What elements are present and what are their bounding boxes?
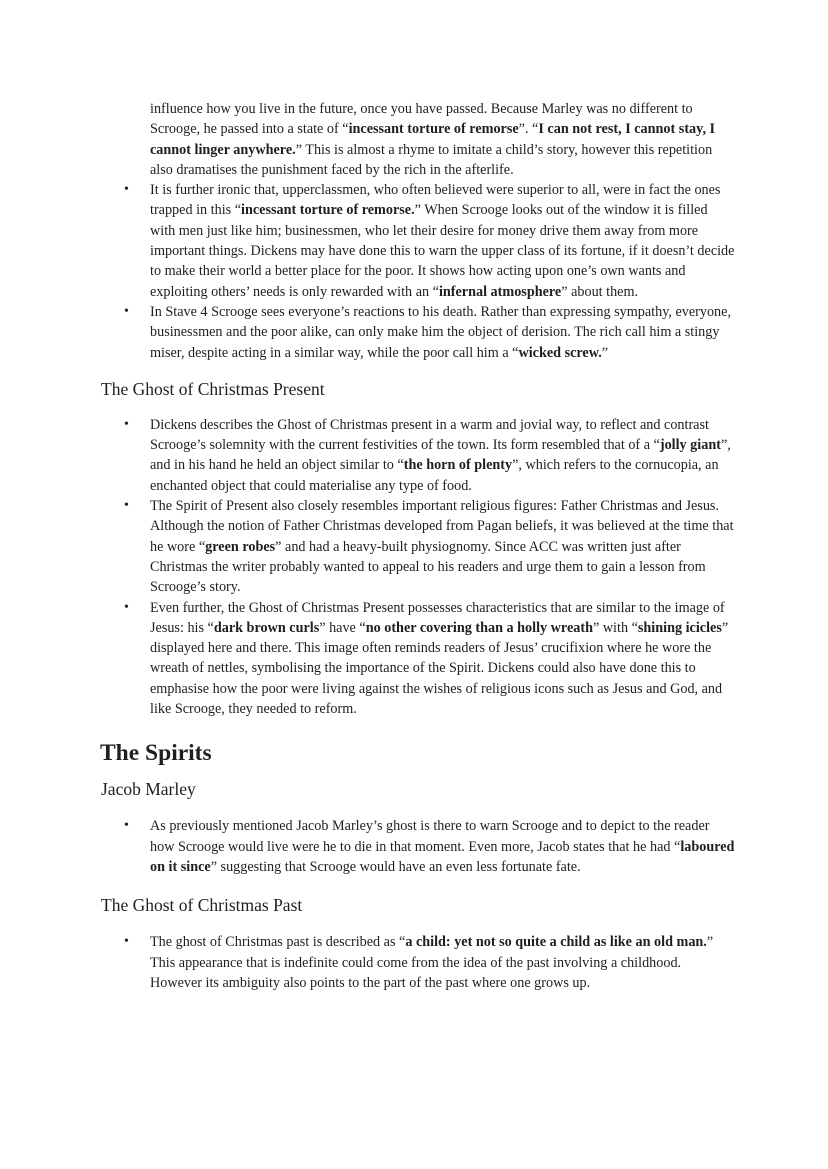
text-run: ”, and in his hand he held an object similar to “ xyxy=(150,437,731,474)
bullet-item xyxy=(150,496,735,597)
text-run: ”. “ xyxy=(518,121,539,138)
bold-quote: incessant torture of remorse. xyxy=(241,202,415,219)
text-run: ” xyxy=(601,344,609,361)
text-run: ” This is almost a rhyme to imitate a child’s story, however this repetition also dramatises the punishment faced by the rich in the afterlife. xyxy=(150,141,713,178)
bold-quote: shining icicles xyxy=(637,619,722,636)
text-run: ” displayed here and there. This image often reminds readers of Jesus’ crucifixion where he wore the wreath of nettles, symbolising the importance of the Spirit. Dickens could also have done this to emphasise how the poor were living against the wishes of religious icons such as Jesus and God, and like Scrooge, they needed to reform. xyxy=(150,619,729,718)
bold-quote: a child: yet not so quite a child as like an old man. xyxy=(405,934,707,951)
continuation-paragraph xyxy=(150,0,735,180)
bullet-list-christmas-present xyxy=(0,415,828,719)
text-run: ” and had a heavy-built physiognomy. Since ACC was written just after Christmas the writer probably wanted to appeal to his readers and urge them to gain a lesson from Scrooge’s story. xyxy=(150,538,706,596)
bold-quote: jolly giant xyxy=(659,437,721,454)
bullet-item xyxy=(150,415,735,496)
text-run: Even further, the Ghost of Christmas Present possesses characteristics that are similar to the image of Jesus: his “ xyxy=(150,599,725,636)
bold-quote: the horn of plenty xyxy=(403,457,513,474)
text-run: Dickens describes the Ghost of Christmas present in a warm and jovial way, to reflect and contrast Scrooge’s solemnity with the current festivities of the town. Its form resembled that of a “ xyxy=(150,416,709,454)
heading-ghost-of-christmas-present: The Ghost of Christmas Present xyxy=(101,378,325,399)
heading-the-spirits: The Spirits xyxy=(100,740,212,767)
bullet-item xyxy=(150,302,735,363)
text-run: In Stave 4 Scrooge sees everyone’s reactions to his death. Rather than expressing sympathy, everyone, businessmen and the poor alike, can only make him the object of derision. The rich call him a stingy miser, despite acting in a similar way, while the poor call him a “ xyxy=(150,303,731,361)
text-run: The Spirit of Present also closely resembles important religious figures: Father Christmas and Jesus. Although the notion of Father Christmas developed from Pagan beliefs, it was believed at the time that he wore “ xyxy=(150,498,734,555)
text-run: ” This appearance that is indefinite could come from the idea of the past involving a childhood. However its ambiguity also points to the part of the past where one grows up. xyxy=(150,934,714,991)
bold-quote: green robes xyxy=(205,538,276,555)
bullet-item xyxy=(150,816,735,877)
text-run: It is further ironic that, upperclassmen, who often believed were superior to all, were in fact the ones trapped in this “ xyxy=(150,182,721,219)
bullet-list-christmas-past xyxy=(0,932,828,993)
bold-quote: laboured on it since xyxy=(150,838,735,875)
text-run: ” When Scrooge looks out of the window it is filled with men just like him; businessmen, who let their desire for money drive them away from more important things. Dickens may have done this to warn the upper class of its fortune, if it doesn’t decide to make their world a better place for the poor. It shows how acting upon one’s own wants and exploiting others’ needs is only rewarded with an “ xyxy=(150,202,735,300)
text-run: ” have “ xyxy=(319,619,366,636)
bullet-item xyxy=(150,598,735,720)
bullet-item xyxy=(150,180,735,302)
bold-quote: no other covering than a holly wreath xyxy=(365,619,593,636)
bullet-item xyxy=(150,932,735,993)
text-run: ” suggesting that Scrooge would have an even less fortunate fate. xyxy=(210,858,581,875)
bold-quote: I can not rest, I cannot stay, I cannot linger anywhere. xyxy=(150,121,716,158)
bullet-list-marley-analysis xyxy=(0,180,828,363)
bold-quote: wicked screw. xyxy=(518,344,602,361)
text-run: ” about them. xyxy=(561,283,639,300)
bullet-list-jacob-marley xyxy=(0,816,828,877)
heading-jacob-marley: Jacob Marley xyxy=(101,779,196,800)
heading-ghost-of-christmas-past: The Ghost of Christmas Past xyxy=(101,895,303,916)
text-run: The ghost of Christmas past is described as “ xyxy=(150,934,406,951)
bold-quote: dark brown curls xyxy=(213,619,320,636)
bold-quote: infernal atmosphere xyxy=(438,283,562,300)
bold-quote: incessant torture of remorse xyxy=(348,121,519,138)
text-run: ”, which refers to the cornucopia, an enchanted object that could materialise any type of food. xyxy=(150,457,719,494)
text-run: As previously mentioned Jacob Marley’s ghost is there to warn Scrooge and to depict to the reader how Scrooge would live were he to die in that moment. Even more, Jacob states that he had “ xyxy=(150,818,710,855)
text-run: influence how you live in the future, once you have passed. Because Marley was no different to Scrooge, he passed into a state of “ xyxy=(150,101,693,138)
text-run: ” with “ xyxy=(592,619,638,636)
